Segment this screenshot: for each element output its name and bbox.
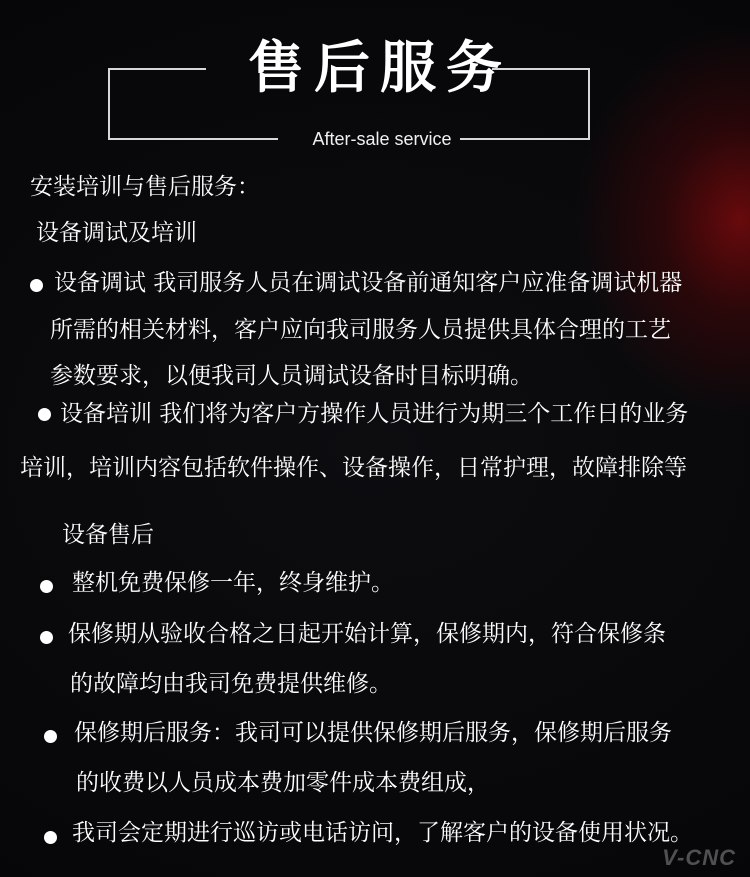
section-heading-after-sale: 设备售后	[62, 522, 154, 548]
list-item-line: 参数要求，以便我司人员调试设备时目标明确。	[50, 363, 533, 389]
page-subtitle: After-sale service	[312, 129, 452, 149]
intro-text: 安装培训与售后服务：	[30, 174, 260, 200]
bullet-icon	[40, 631, 53, 644]
bullet-icon	[44, 730, 57, 743]
list-item-line: 培训，培训内容包括软件操作、设备操作，日常护理，故障排除等	[20, 455, 687, 481]
list-item-line: 所需的相关材料，客户应向我司服务人员提供具体合理的工艺	[50, 317, 671, 343]
bullet-icon	[44, 831, 57, 844]
section-heading-commissioning-training: 设备调试及培训	[36, 220, 197, 246]
bullet-icon	[38, 408, 51, 421]
bullet-icon	[40, 580, 53, 593]
list-item-line: 设备培训 我们将为客户方操作人员进行为期三个工作日的业务	[60, 401, 689, 427]
bullet-icon	[30, 279, 43, 292]
list-item-line: 整机免费保修一年，终身维护。	[72, 570, 394, 596]
watermark-logo: V-CNC	[662, 845, 736, 870]
list-item-line: 的收费以人员成本费加零件成本费组成，	[76, 770, 490, 796]
list-item-line: 我司会定期进行巡访或电话访问，了解客户的设备使用状况。	[72, 820, 693, 846]
list-item-line: 的故障均由我司免费提供维修。	[70, 671, 392, 697]
list-item-line: 保修期后服务：我司可以提供保修期后服务，保修期后服务	[74, 720, 672, 746]
list-item-line: 设备调试 我司服务人员在调试设备前通知客户应准备调试机器	[54, 270, 683, 296]
page-title: 售后服务	[248, 36, 512, 101]
list-item-line: 保修期从验收合格之日起开始计算，保修期内，符合保修条	[68, 621, 666, 647]
